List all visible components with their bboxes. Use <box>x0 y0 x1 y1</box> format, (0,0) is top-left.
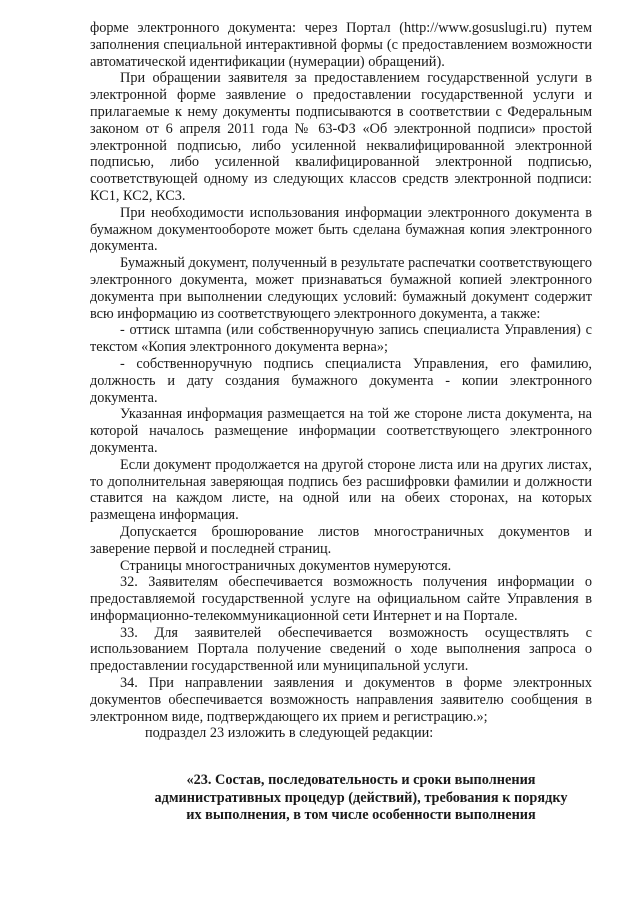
list-item: - оттиск штампа (или собственноручную запись специалиста Управления) с текстом «Копия электронного документа верна»; <box>90 322 592 356</box>
section-heading <box>90 772 592 825</box>
paragraph: Допускается брошюрование листов многостраничных документов и заверение первой и последней страниц. <box>90 523 592 557</box>
heading-line: «23. Состав, последовательность и сроки выполнения <box>186 772 536 789</box>
paragraph: Если документ продолжается на другой стороне листа или на других листах, то дополнительная заверяющая подпись без расшифровки фамилии и должности ставится на каждом листе, на одной или на обеих сторонах, на которых размещена информация. <box>90 456 592 524</box>
paragraph: Бумажный документ, полученный в результате распечатки соответствующего электронного документа, может признаваться бумажной копией электронного документа при выполнении следующих условий: бумажный документ содержит всю информацию из соответствующего электронного документа, а также: <box>90 255 592 322</box>
paragraph: 33. Для заявителей обеспечивается возможность осуществлять с использованием Портала получение сведений о ходе выполнения запроса о предоставлении государственной или муниципальной услуги. <box>90 624 592 675</box>
paragraph: 34. При направлении заявления и документов в форме электронных документов обеспечивается возможность направления заявителю сообщения в электронном виде, подтверждающего их прием и регистрацию.»; <box>90 675 592 725</box>
heading-line: административных процедур (действий), требования к порядку <box>154 789 568 806</box>
paragraph: подраздел 23 изложить в следующей редакции: <box>145 725 434 742</box>
paragraph: форме электронного документа: через Портал (http://www.gosuslugi.ru) путем заполнения специальной интерактивной формы (с предоставлением возможности автоматической идентификации (нумерации) обращений). <box>90 20 592 70</box>
list-item: - собственноручную подпись специалиста Управления, его фамилию, должность и дату создания бумажного документа - копии электронного документа. <box>90 355 592 406</box>
paragraph: Указанная информация размещается на той же стороне листа документа, на которой началось размещение информации соответствующего электронного документа. <box>90 406 592 456</box>
paragraph: При обращении заявителя за предоставлением государственной услуги в электронной форме заявление о предоставлении государственной услуги и прилагаемые к нему документы подписываются в соответствии с Федеральным законом от 6 апреля 2011 года № 63-ФЗ «Об электронной подписи» простой электронной подписью, либо усиленной неквалифицированной электронной подписью, либо усиленной квалифицированной электронной подписью, соответствующей одному из следующих классов средств электронной подписи: КС1, КС2, КС3. <box>90 70 592 204</box>
paragraph: Страницы многостраничных документов нумеруются. <box>120 557 452 574</box>
heading-line: их выполнения, в том числе особенности выполнения <box>186 807 536 824</box>
paragraph: При необходимости использования информации электронного документа в бумажном документообороте может быть сделана бумажная копия электронного документа. <box>90 204 592 255</box>
document-page <box>90 20 592 825</box>
paragraph: 32. Заявителям обеспечивается возможность получения информации о предоставляемой государственной услуге на официальном сайте Управления в информационно-телекоммуникационной сети Интернет и на Портале. <box>90 574 592 624</box>
